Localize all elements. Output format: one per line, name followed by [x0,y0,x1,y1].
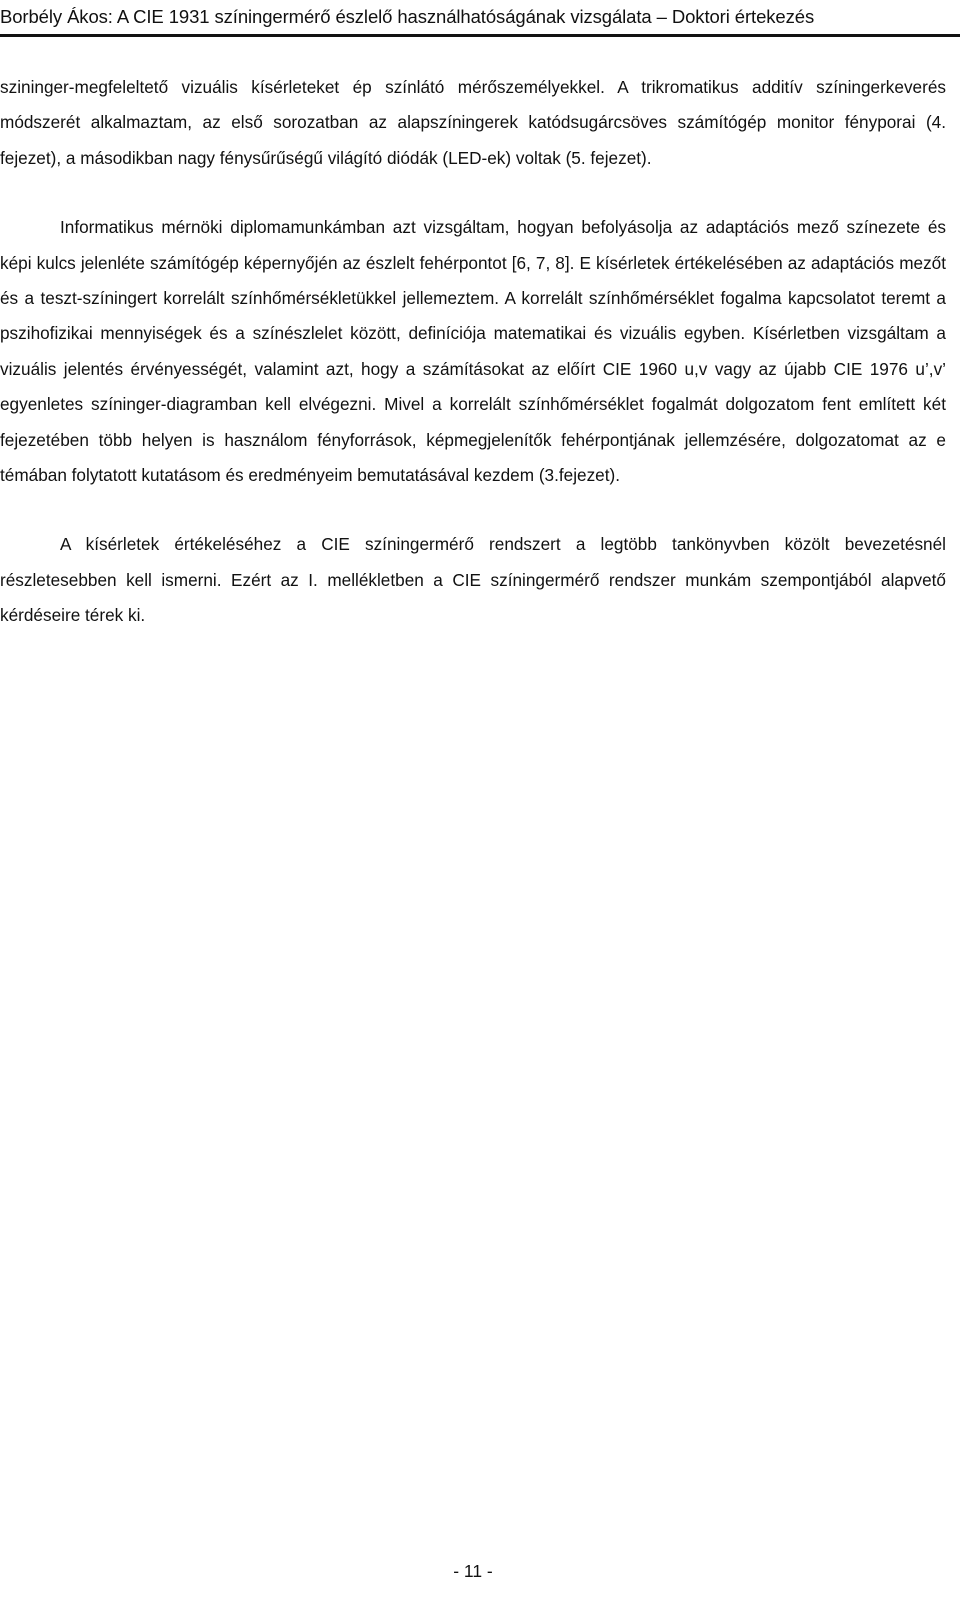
paragraph-continuation: szininger-megfeleltető vizuális kísérleteket ép színlátó mérőszemélyekkel. A trikromatikus additív színingerkeverés módszerét alkalmaztam, az első sorozatban az alapszíningerek katódsugárcsöves számítógép monitor fényporai (4. fejezet), a másodikban nagy fénysűrűségű világító diódák (LED-ek) voltak (5. fejezet). [0,77,946,168]
header-divider [0,34,960,37]
page-number: - 11 - [453,1561,493,1581]
running-header: Borbély Ákos: A CIE 1931 színingermérő észlelő használhatóságának vizsgálata – Doktori értekezés [0,6,815,27]
paragraph-cie-system: A kísérletek értékeléséhez a CIE színingermérő rendszert a legtöbb tankönyvben közölt bevezetésnél részletesebben kell ismerni. Ezért az I. mellékletben a CIE színingermérő rendszer munkám szempontjából alapvető kérdéseire térek ki. [0,534,946,626]
paragraph-diploma-work: Informatikus mérnöki diplomamunkámban azt vizsgáltam, hogyan befolyásolja az adaptációs mező színezete és képi kulcs jelenléte számítógép képernyőjén az észlelt fehérpontot [6, 7, 8]. E kísérletek értékelésében az adaptációs mezőt és a teszt-színingert korrelált színhőmérsékletükkel jellemeztem. A korrelált színhőmérséklet fogalma kapcsolatot teremt a pszihofizikai mennyiségek és a színészlelet között, definíciója matematikai és vizuális egyben. Kísérletben vizsgáltam a vizuális jelentés érvényességét, valamint azt, hogy a számításokat az előírt CIE 1960 u,v vagy az újabb CIE 1976 u’,v’ egyenletes színinger-diagramban kell elvégezni. Mivel a korrelált színhőmérséklet fogalmát dolgozatom fent említett két fejezetében több helyen is használom fényforrások, képmegjelenítők fehérpontjának jellemzésére, dolgozatomat az e témában folytatott kutatásom és eredményeim bemutatásával kezdem (3.fejezet). [0,217,946,486]
body-text [0,70,946,634]
